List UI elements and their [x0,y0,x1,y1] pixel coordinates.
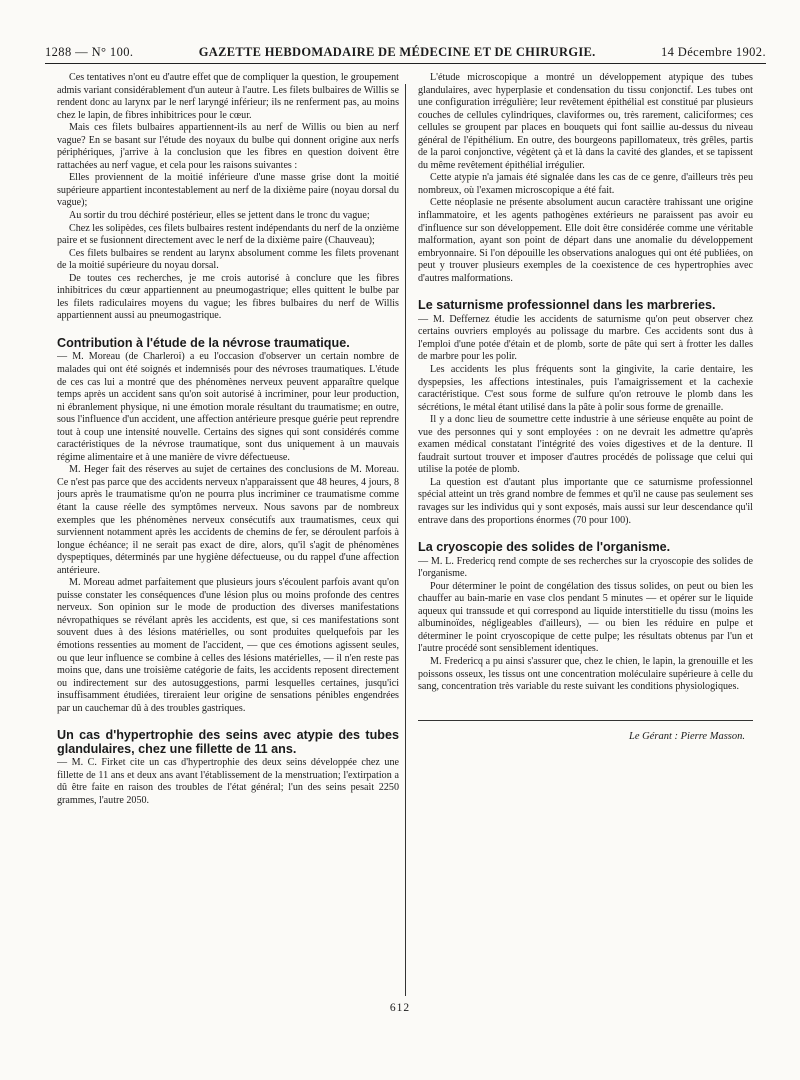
section-heading-hypertrophie: Un cas d'hypertrophie des seins avec atypie des tubes glandulaires, chez une fillette de 11 ans. [57,728,399,756]
paragraph: — M. C. Firket cite un cas d'hypertrophie des deux seins développée chez une fillette de 11 ans et deux ans avant l'établissement de la menstruation; l'extirpation a dû être faite en raison des troubles de l'état général; l'un des seins pesait 2250 grammes, l'autre 2050. [57,757,399,806]
paragraph: Mais ces filets bulbaires appartiennent-ils au nerf de Willis ou bien au nerf vague? En se basant sur l'étude des noyaux du bulbe qui donnent origine aux nerfs périphériques, j'arrive à la conclusion que les fibres en question doivent être rattachées au nerf vague, et cela pour les raisons suivantes : [57,122,399,171]
paragraph: — M. L. Fredericq rend compte de ses recherches sur la cryoscopie des solides de l'organisme. [418,555,753,580]
paragraph: Cette néoplasie ne présente absolument aucun caractère trahissant une origine inflammatoire, et les agents pathogènes extérieurs ne paraissent pas avoir eu d'influence sur son développement. Elle doit être considérée comme une véritable malformation, ayant son point de départ dans une anomalie du développement embryonnaire. Si l'on dépouille les observations analogues qui ont été publiées, on peut y trouver plusieurs exemples de la coexistence de ces hypertrophies avec d'autres malformations. [418,197,753,284]
paragraph: M. Moreau admet parfaitement que plusieurs jours s'écoulent parfois avant qu'on puisse constater les conséquences d'une lésion plus ou moins profonde des centres nerveux. Son opinion sur le mode de production des diverses manifestations névropathiques se révélant après les accidents, est que, si ces manifestations sont souvent dues à des lésions matérielles, ou sont produites quelquefois par les émotions ressenties au moment de l'accident, — que ces émotions agissent seules, ou que leur influence se combine à celles des lésions matérielles, — il n'en reste pas moins que, dans une troisième catégorie de faits, les accidents reposent directement ou indirectement sur des autosuggestions, parmi lesquelles certaines, jusqu'ici insuffisamment étudiées, tireraient leur origine de sensations pénibles engendrées par un cauchemar dû à des troubles gastriques. [57,577,399,714]
section-heading-cryoscopie: La cryoscopie des solides de l'organisme. [418,540,671,555]
section-heading-saturnisme: Le saturnisme professionnel dans les marbreries. [418,298,716,313]
paragraph: Ces filets bulbaires se rendent au larynx absolument comme les filets provenant de la moitié supérieure du noyau dorsal. [57,247,399,272]
page-number: 1288 [45,45,72,59]
paragraph: Les accidents les plus fréquents sont la gingivite, la carie dentaire, les dyspepsies, les affections intestinales, puis l'amaigrissement et la cachexie caractéristique. C'est sous forme de sulfure qu'on retrouve le plomb dans les sécrétions, le métal étant utilisé dans la pâte à polir sous forme de grenaille. [418,363,753,413]
paragraph: — M. Moreau (de Charleroi) a eu l'occasion d'observer un certain nombre de malades qui ont été soignés et indemnisés pour des névroses traumatiques. L'étude de ces cas lui a montré que des phénomènes nerveux peuvent apparaître quelque temps après un accident sans qu'on soit autorisé à incriminer, pour leur production, ni ébranlement physique, ni une émotion morale résultant du traumatisme; en outre, sous l'influence d'un accident, une affection antérieure presque guérie peut reprendre tout à coup une intensité nouvelle. Certains des signes qui sont considérés comme caractéristiques de la névrose traumatique, sont dus uniquement à un mauvais régime alimentaire et à une manière de vivre défectueuse. [57,351,399,463]
left-column [57,72,399,992]
paragraph: Cette atypie n'a jamais été signalée dans les cas de ce genre, d'ailleurs très peu nombreux, où l'examen microscopique a été fait. [418,172,753,196]
paragraph: Il y a donc lieu de soumettre cette industrie à une sérieuse enquête au point de vue des personnes qui y sont employées : on ne devrait les admettre qu'après examen médical constatant l'intégrité des voies digestives et de la denture. Il faudrait surtout trouver et imposer d'autres procédés de polissage que celui qui utilise la potée de plomb. [418,414,753,476]
issue-date: 14 Décembre 1902. [660,45,766,59]
section-heading-nevrose: Contribution à l'étude de la névrose traumatique. [57,335,350,350]
paragraph: Chez les solipèdes, ces filets bulbaires restent indépendants du nerf de la onzième paire et se fusionnent directement avec le nerf de la dixième paire (Chauveau); [57,222,399,247]
folio-number: 612 [389,1002,411,1014]
page-number-group [45,45,133,60]
paragraph: La question est d'autant plus importante que ce saturnisme professionnel spécial atteint un très grand nombre de femmes et qu'il ne cause pas seulement ses ravages sur les individus qui y sont exposés, mais aussi sur leur descendance qu'il entrave dans des proportions énormes (70 pour 100). [418,476,753,526]
issue-number: — N° 100. [75,45,134,59]
right-column [418,72,753,992]
paragraph: Elles proviennent de la moitié inférieure d'une masse grise dont la moitié supérieure appartient incontestablement au nerf de la dixième paire (noyau dorsal du vague); [57,172,399,209]
journal-title: GAZETTE HEBDOMADAIRE DE MÉDECINE ET DE CHIRURGIE. [198,45,596,59]
paragraph: Pour déterminer le point de congélation des tissus solides, on peut ou bien les chauffer au bain-marie en vase clos pendant 5 minutes — et opérer sur le liquide aqueux qui transsude et qui correspond au liquide interstitielle du tissu (moins les albuminoïdes, négligeables d'ailleurs), — ou bien les réduire en pulpe et déterminer le point cryoscopique de cette pulpe; les résultats obtenus par l'un et l'autre procédé sont sensiblement identiques. [418,580,753,655]
publisher-signature: Le Gérant : Pierre Masson. [629,730,745,742]
column-divider [405,84,406,996]
paragraph: Ces tentatives n'ont eu d'autre effet que de compliquer la question, le groupement admis variant considérablement d'un auteur à l'autre. Les filets bulbaires de Willis se rendent donc au larynx par le nerf laryngé inférieur; ils ne renferment pas, au moins chez le lapin, de fibres inhibitrices pour le cœur. [57,72,399,121]
paragraph: Au sortir du trou déchiré postérieur, elles se jettent dans le tronc du vague; [69,210,370,222]
paragraph: L'étude microscopique a montré un développement atypique des tubes glandulaires, avec hyperplasie et condensation du tissu conjonctif. Les tubes ont une configuration irrégulière; leur revêtement épithélial est constitué par plusieurs couches de cellules cylindriques, claviformes ou, très rarement, caliciformes; ces cellules se groupent par places en bouquets qui font saillie au-dessus du niveau général de l'épithélium. En outre, des bourgeons papillomateux, très grêles, partis de la paroi conjonctive, végètent çà et là dans la cavité des glandes, et se tapissent du même revêtement épithélial irrégulier. [418,72,753,171]
signature-rule [418,720,753,721]
paragraph: — M. Deffernez étudie les accidents de saturnisme qu'on peut observer chez certains ouvriers employés au polissage du marbre. Ces accidents sont dus à l'emploi d'une potée d'étain et de plomb, sorte de pâte qui sert à frotter les dalles de marbre pour les polir. [418,313,753,363]
paragraph: De toutes ces recherches, je me crois autorisé à conclure que les fibres inhibitrices du cœur appartiennent au pneumogastrique; elles quittent le bulbe par les filets radiculaires moyens du vague; les fibres bulbaires du nerf de Willis appartiennent aussi au pneumogastrique. [57,272,399,322]
paragraph: M. Fredericq a pu ainsi s'assurer que, chez le chien, le lapin, la grenouille et les poissons osseux, les tissus ont une concentration moléculaire supérieure à celle du sang, concentration très variable du reste suivant les conditions physiologiques. [418,655,753,693]
paragraph: M. Heger fait des réserves au sujet de certaines des conclusions de M. Moreau. Ce n'est pas parce que des accidents nerveux n'apparaissent que 48 heures, 4 jours, 8 jours après le traumatisme qu'on ne pourra plus incriminer ce traumatisme comme étant la cause réelle des symptômes nerveux. Nous savons par de nombreux exemples que les phénomènes nerveux consécutifs aux traumatismes, ceux qui surviennent notamment après les accidents de chemins de fer, se déroulent parfois à longue échéance; il ne serait pas exact de dire, alors, qu'il s'agit de phénomènes dyspeptiques, déterminés par une hygiène défectueuse, ou du rappel d'une affection antérieure. [57,464,399,576]
running-header [45,38,766,64]
